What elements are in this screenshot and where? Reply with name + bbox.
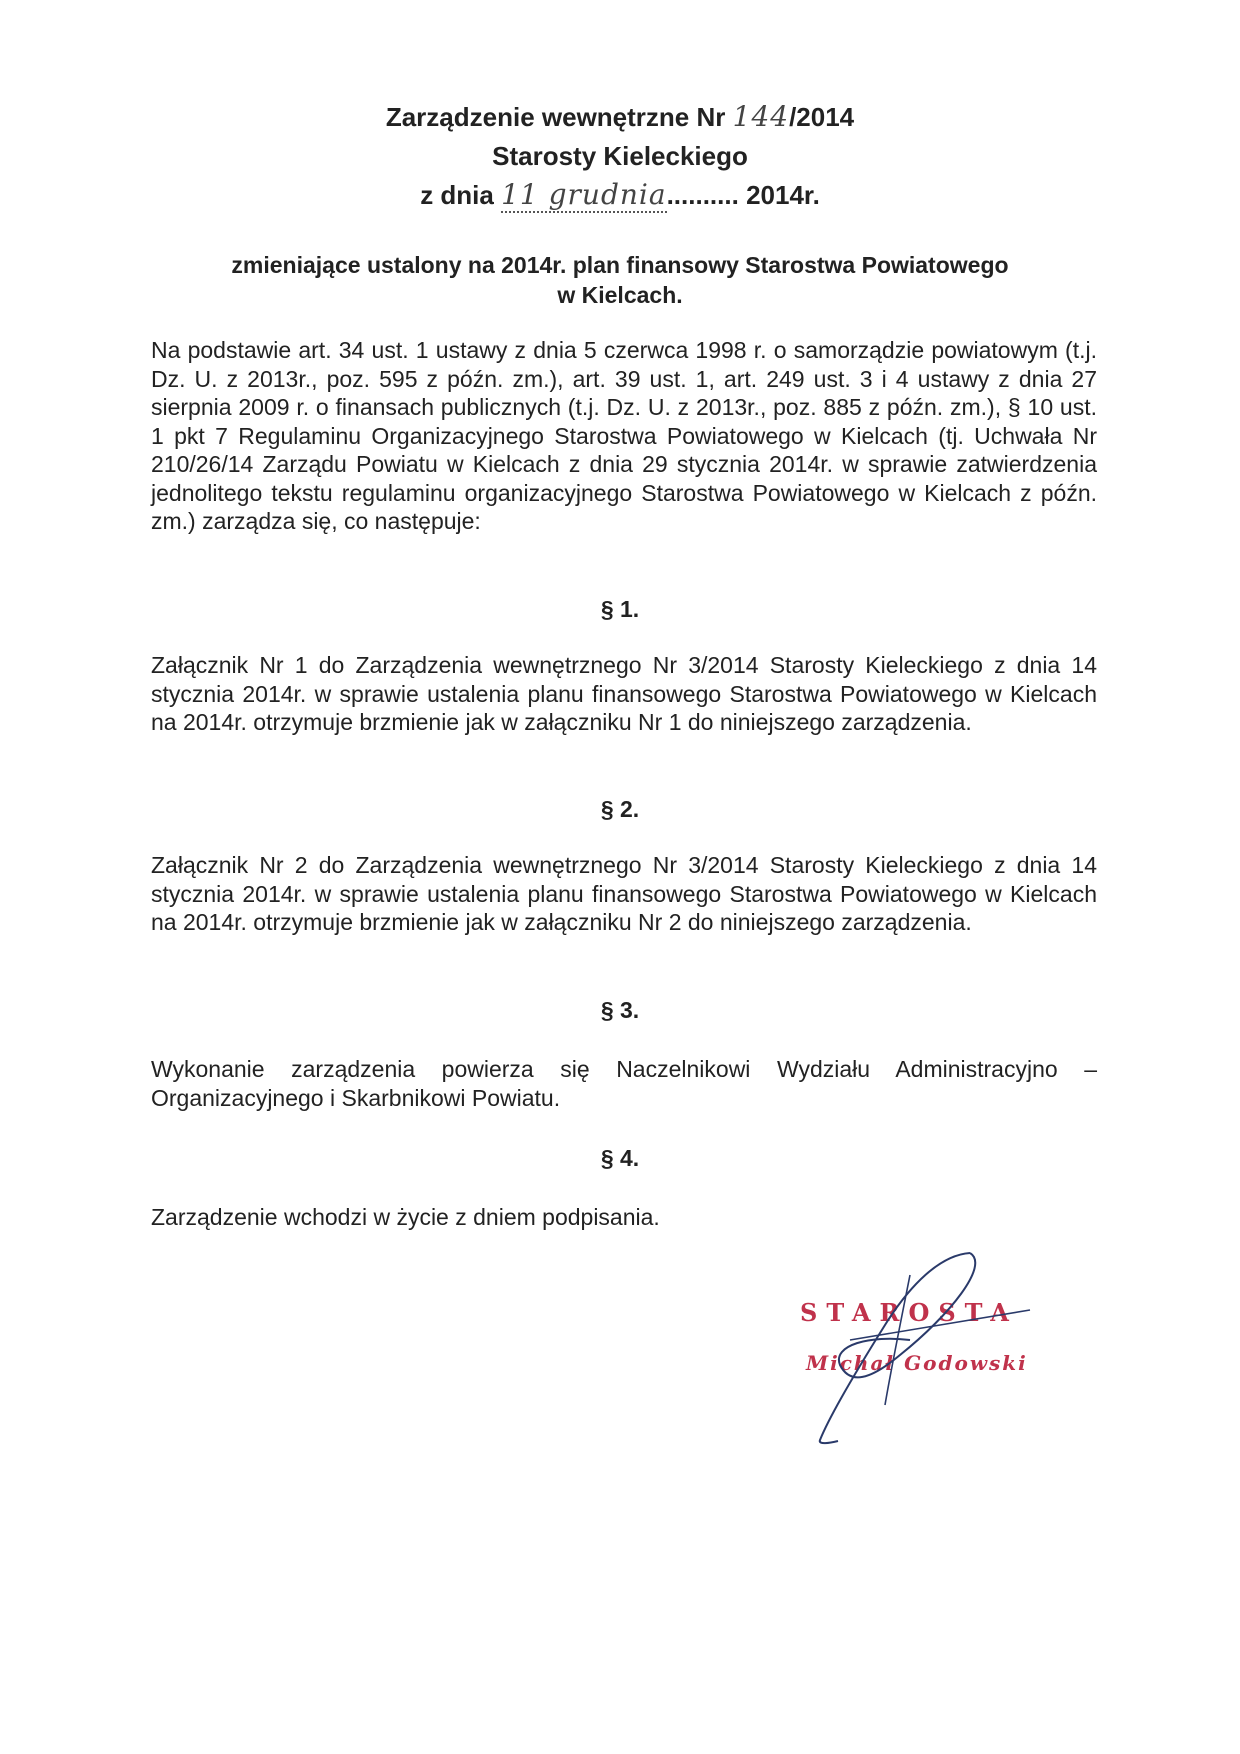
handwritten-date: 11 grudnia	[501, 178, 667, 211]
date-dots: ..........	[666, 180, 739, 210]
subtitle-line-1: zmieniające ustalony na 2014r. plan finansowy Starostwa Powiatowego	[231, 252, 1009, 278]
stamp-name: Michał Godowski	[806, 1351, 1028, 1375]
date-prefix: z dnia	[420, 180, 494, 210]
document-title	[0, 100, 1240, 133]
section-2-text: Załącznik Nr 2 do Zarządzenia wewnętrznego Nr 3/2014 Starosty Kieleckiego z dnia 14 stycznia 2014r. w sprawie ustalenia planu finansowego Starostwa Powiatowego w Kielcach na 2014r. otrzymuje brzmienie jak w załączniku Nr 2 do niniejszego zarządzenia.	[151, 852, 1097, 935]
title-prefix: Zarządzenie wewnętrzne Nr	[385, 102, 726, 132]
section-2-heading: § 2.	[600, 796, 640, 822]
handwritten-signature	[790, 1245, 1050, 1455]
document-subtitle	[0, 250, 1240, 310]
stamp-title: STAROSTA	[800, 1298, 1018, 1327]
document-date	[0, 178, 1240, 211]
issuing-authority: Starosty Kieleckiego	[492, 141, 748, 171]
section-4-text: Zarządzenie wchodzi w życie z dniem podpisania.	[151, 1204, 660, 1230]
section-3-heading: § 3.	[600, 997, 640, 1023]
section-1-text: Załącznik Nr 1 do Zarządzenia wewnętrznego Nr 3/2014 Starosty Kieleckiego z dnia 14 stycznia 2014r. w sprawie ustalenia planu finansowego Starostwa Powiatowego w Kielcach na 2014r. otrzymuje brzmienie jak w załączniku Nr 1 do niniejszego zarządzenia.	[151, 652, 1097, 735]
date-suffix: 2014r.	[746, 180, 820, 210]
handwritten-number: 144	[732, 100, 790, 133]
section-1-heading: § 1.	[600, 596, 640, 622]
subtitle-line-2: w Kielcach.	[557, 282, 683, 308]
title-suffix: /2014	[789, 102, 855, 132]
section-4-heading: § 4.	[600, 1145, 640, 1171]
section-3-text: Wykonanie zarządzenia powierza się Naczelnikowi Wydziału Administracyjno – Organizacyjnego i Skarbnikowi Powiatu.	[151, 1056, 1097, 1111]
preamble-paragraph: Na podstawie art. 34 ust. 1 ustawy z dnia 5 czerwca 1998 r. o samorządzie powiatowym (t.j. Dz. U. z 2013r., poz. 595 z późn. zm.), art. 39 ust. 1, art. 249 ust. 3 i 4 ustawy z dnia 27 sierpnia 2009 r. o finansach publicznych (t.j. Dz. U. z 2013r., poz. 885 z późn. zm.), § 10 ust. 1 pkt 7 Regulaminu Organizacyjnego Starostwa Powiatowego w Kielcach (tj. Uchwała Nr 210/26/14 Zarządu Powiatu w Kielcach z dnia 29 stycznia 2014r. w sprawie zatwierdzenia jednolitego tekstu regulaminu organizacyjnego Starostwa Powiatowego w Kielcach z późn. zm.) zarządza się, co następuje:	[151, 337, 1097, 534]
